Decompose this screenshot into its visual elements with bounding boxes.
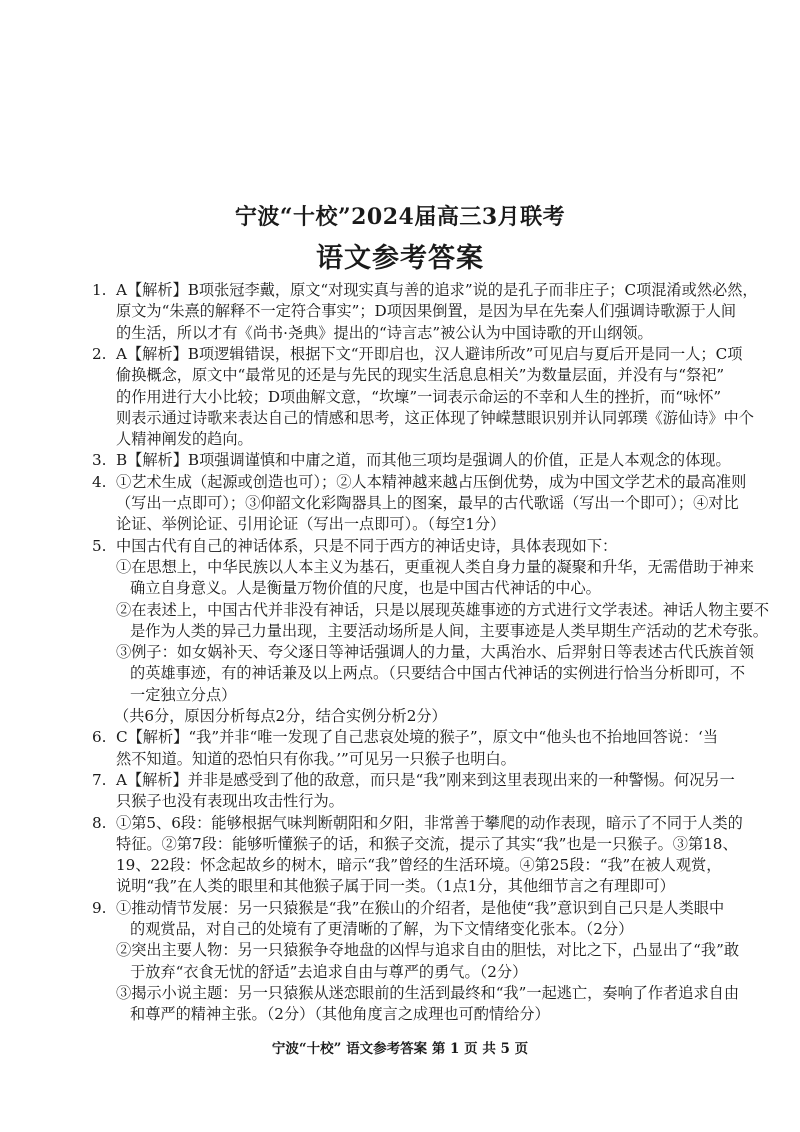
document-subtitle: 语文参考答案 <box>316 243 484 274</box>
answer-number: 6. <box>92 728 107 747</box>
answer-line: 确立自身意义。人是衡量万物价值的尺度，也是中国古代神话的中心。 <box>130 579 601 598</box>
answer-line: 人精神阐发的趋向。 <box>116 430 253 449</box>
answer-number: 1. <box>92 281 107 299</box>
answer-line: C【解析】“我”并非“唯一发现了自己悲哀处境的猴子”，原文中“他头也不抬地回答说：‘当 <box>116 728 719 747</box>
answer-line: ①推动情节发展：另一只猿猴是“我”在猴山的介绍者，是他使“我”意识到自己只是人类眼中 <box>116 898 725 917</box>
answer-line: 中国古代有自己的神话体系，只是不同于西方的神话史诗，具体表现如下： <box>116 536 618 555</box>
answer-line: ②在表述上，中国古代并非没有神话，只是以展现英雄事迹的方式进行文学表述。神话人物主要不 <box>116 600 770 619</box>
answer-number: 3. <box>92 451 107 470</box>
answer-number: 2. <box>92 344 107 363</box>
answer-line: ①在思想上，中华民族以人本主义为基石，更重视人类自身力量的凝聚和升华，无需借助于神来 <box>116 557 754 576</box>
answer-line: ①第5、6段：能够根据气味判断朝阳和夕阳，非常善于攀爬的动作表现，暗示了不同于人类的 <box>116 813 743 832</box>
answer-line: ①艺术生成（起源或创造也可）；②人本精神越来越占压倒优势，成为中国文学艺术的最高准则 <box>116 472 747 491</box>
answer-line: 的生活，所以才有《尚书·尧典》提出的“诗言志”被公认为中国诗歌的开山纲领。 <box>116 323 653 342</box>
answer-line: 19、22段：怀念起故乡的树木，暗示“我”曾经的生活环境。④第25段：“我”在被人观赏， <box>116 856 722 875</box>
answer-line: 于放弃“衣食无忧的舒适”去追求自由与尊严的勇气。（2分） <box>130 962 528 981</box>
answer-number: 7. <box>92 770 107 789</box>
answer-line: （共6分，原因分析每点2分，结合实例分析2分） <box>114 707 447 725</box>
answer-line: 则表示通过诗歌来表达自己的情感和思考，这正体现了钟嵘慧眼识别并认同郭璞《游仙诗》中个 <box>116 408 754 427</box>
answer-line: （写出一点即可）；③仰韶文化彩陶器具上的图案，最早的古代歌谣（写出一个即可）；④对比 <box>116 494 739 512</box>
answer-number: 4. <box>92 472 107 491</box>
answer-line: 只猴子也没有表现出攻击性行为。 <box>116 792 344 811</box>
answer-line: 的观赏品，对自己的处境有了更清晰的了解，为下文情绪变化张本。（2分） <box>130 920 634 938</box>
answer-line: 的英雄事迹，有的神话兼及以上两点。（只要结合中国古代神话的实例进行恰当分析即可，不 <box>130 664 746 683</box>
answer-line: 特征。②第7段：能够听懂猴子的话，和猴子交流，提示了其实“我”也是一只猴子。③第18、 <box>116 834 738 853</box>
answer-line: B【解析】B项强调谨慎和中庸之道，而其他三项均是强调人的价值，正是人本观念的体现。 <box>116 451 731 470</box>
answer-line: 和尊严的精神主张。（2分）（其他角度言之成理也可酌情给分） <box>130 1005 550 1024</box>
answer-line: 是作为人类的异己力量出现，主要活动场所是人间，主要事迹是人类早期生产活动的艺术夸张。 <box>130 621 768 640</box>
answer-line: 的作用进行大小比较；D项曲解文意，“坎壈”一词表示命运的不幸和人生的挫折，而“咏怀” <box>116 387 722 406</box>
page-footer: 宁波“十校” 语文参考答案 第 1 页 共 5 页 <box>271 1041 529 1057</box>
answer-number: 8. <box>92 813 107 832</box>
answer-line: A【解析】B项张冠李戴，原文“对现实真与善的追求”说的是孔子而非庄子；C项混淆或然必然， <box>116 281 758 299</box>
answer-line: ③揭示小说主题：另一只猿猴从迷恋眼前的生活到最终和“我”一起逃亡，奏响了作者追求自由 <box>116 983 740 1002</box>
answer-line: 论证、举例论证、引用论证（写出一点即可）。（每空1分） <box>116 515 506 534</box>
answer-line: 说明“我”在人类的眼里和其他猴子属于同一类。（1点1分，其他细节言之有理即可） <box>116 877 675 896</box>
answer-line: ②突出主要人物：另一只猿猴争夺地盘的凶悍与追求自由的胆怯，对比之下，凸显出了“我”敢 <box>116 941 740 960</box>
answer-line: 偷换概念，原文中“最常见的还是与先民的现实生活息息相关”为数量层面，并没有与“祭祀” <box>116 366 725 385</box>
document-title: 宁波“十校”2024届高三3月联考 <box>234 204 566 230</box>
answer-line: 原文为“朱熹的解释不一定符合事实”；D项因果倒置，是因为早在先秦人们强调诗歌源于人间 <box>116 302 737 321</box>
answer-line: A【解析】并非是感受到了他的敌意，而只是“我”刚来到这里表现出来的一种警惕。何况另一 <box>116 770 735 789</box>
answer-number: 9. <box>92 898 107 917</box>
answer-line: 然不知道。知道的恐怕只有你我。’”可见另一只猴子也明白。 <box>116 749 516 768</box>
answer-line: A【解析】B项逻辑错误，根据下文“开即启也，汉人避讳所改”可见启与夏后开是同一人；C项 <box>116 344 743 363</box>
answer-number: 5. <box>92 536 107 555</box>
answer-line: 一定独立分点） <box>130 685 237 704</box>
answer-line: ③例子：如女娲补天、夸父逐日等神话强调人的力量，大禹治水、后羿射日等表述古代氏族首领 <box>116 643 754 662</box>
